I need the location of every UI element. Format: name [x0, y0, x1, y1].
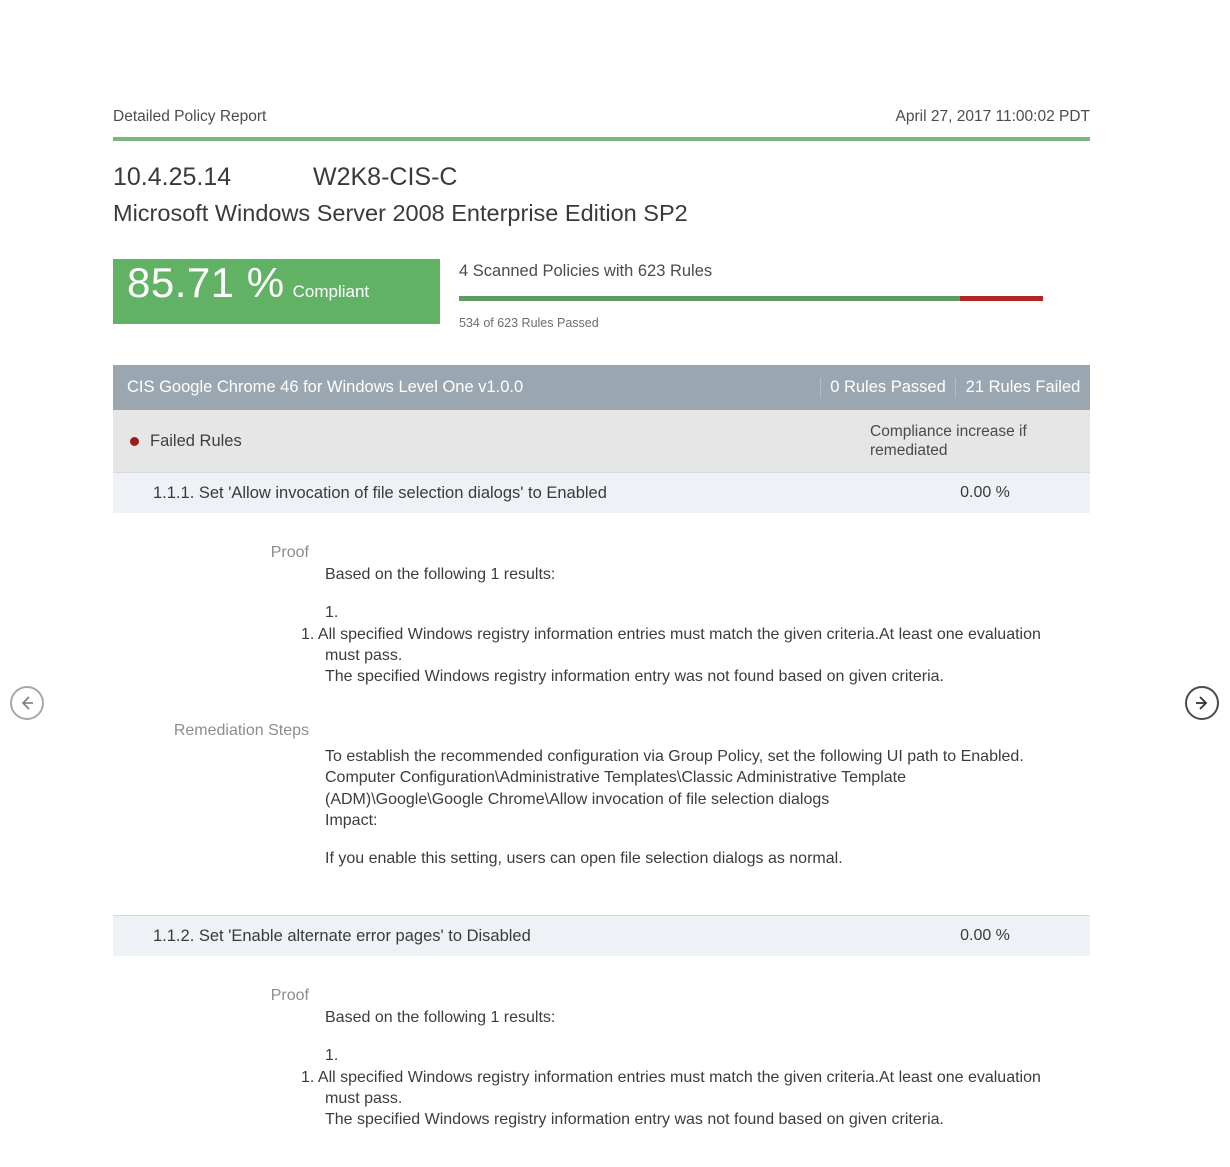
report-timestamp: April 27, 2017 11:00:02 PDT: [895, 108, 1090, 125]
table-row[interactable]: [113, 915, 1090, 956]
proof-body: [301, 1007, 1065, 1130]
rules-passed-note: 534 of 623 Rules Passed: [459, 316, 599, 330]
arrow-right-icon: [1192, 693, 1212, 713]
table-row[interactable]: [113, 472, 1090, 513]
report-page: [113, 0, 1090, 1167]
compliance-increase-note: Compliance increase if remediated: [870, 422, 1027, 459]
rules-progress-bar: [459, 296, 1043, 301]
remediation-line-1: To establish the recommended configuration via Group Policy, set the following UI path to Enabled.: [325, 748, 1024, 765]
host-ip: 10.4.25.14: [113, 163, 232, 191]
scan-summary: 4 Scanned Policies with 623 Rules: [459, 262, 713, 280]
failed-status-dot-icon: [130, 437, 139, 446]
proof-result-line: The specified Windows registry information entry was not found based on given criteria.: [325, 1111, 944, 1129]
proof-intro: Based on the following 1 results:: [325, 1009, 556, 1026]
previous-page-button[interactable]: [10, 686, 44, 720]
remediation-impact-text: If you enable this setting, users can open file selection dialogs as normal.: [325, 850, 843, 868]
policy-rules-failed: 21 Rules Failed: [955, 378, 1090, 397]
proof-label: Proof: [270, 544, 309, 561]
compliance-label: Compliant: [292, 282, 370, 301]
proof-item-text: 1. All specified Windows registry information entries must match the given criteria.At least one evaluation must pass.: [301, 625, 1041, 664]
compliance-percent: 85.71 %: [127, 259, 285, 306]
rule-title: 1.1.1. Set 'Allow invocation of file selection dialogs' to Enabled: [153, 483, 607, 502]
report-title: Detailed Policy Report: [113, 108, 267, 125]
failed-rules-label: Failed Rules: [150, 431, 242, 450]
rule-detail: [113, 512, 1090, 902]
header-divider: [113, 137, 1090, 141]
proof-intro: Based on the following 1 results:: [325, 566, 556, 583]
policy-name: CIS Google Chrome 46 for Windows Level One v1.0.0: [127, 378, 524, 396]
proof-item-number: 1.: [325, 604, 339, 622]
report-header: [113, 108, 1090, 126]
remediation-line-2: Computer Configuration\Administrative Templates\Classic Administrative Template (ADM)\Google\Google Chrome\Allow invocation of file selection dialogs: [325, 769, 906, 808]
failed-rules-band: [113, 410, 1090, 472]
proof-body: [301, 564, 1065, 687]
proof-item-number: 1.: [325, 1047, 339, 1065]
rule-detail: [113, 955, 1090, 1167]
remediation-impact-label: Impact:: [325, 811, 378, 829]
compliance-score-box: [113, 259, 440, 324]
host-heading: [113, 163, 1090, 192]
remediation-label: Remediation Steps: [173, 722, 309, 739]
rule-title: 1.1.2. Set 'Enable alternate error pages' to Disabled: [153, 926, 531, 945]
rule-compliance-increase: 0.00 %: [960, 927, 1010, 944]
next-page-button[interactable]: [1185, 686, 1219, 720]
proof-result-line: The specified Windows registry information entry was not found based on given criteria.: [325, 668, 944, 686]
progress-passed-segment: [459, 296, 960, 301]
remediation-body: [325, 746, 1065, 869]
policy-rules-passed: 0 Rules Passed: [820, 378, 955, 397]
proof-item-text: 1. All specified Windows registry information entries must match the given criteria.At least one evaluation must pass.: [301, 1068, 1041, 1107]
arrow-left-icon: [17, 693, 37, 713]
operating-system: Microsoft Windows Server 2008 Enterprise Edition SP2: [113, 200, 688, 226]
host-name: W2K8-CIS-C: [313, 163, 458, 191]
policy-header-row: [113, 365, 1090, 410]
proof-label: Proof: [270, 987, 309, 1004]
progress-failed-segment: [960, 296, 1043, 301]
rule-compliance-increase: 0.00 %: [960, 484, 1010, 501]
